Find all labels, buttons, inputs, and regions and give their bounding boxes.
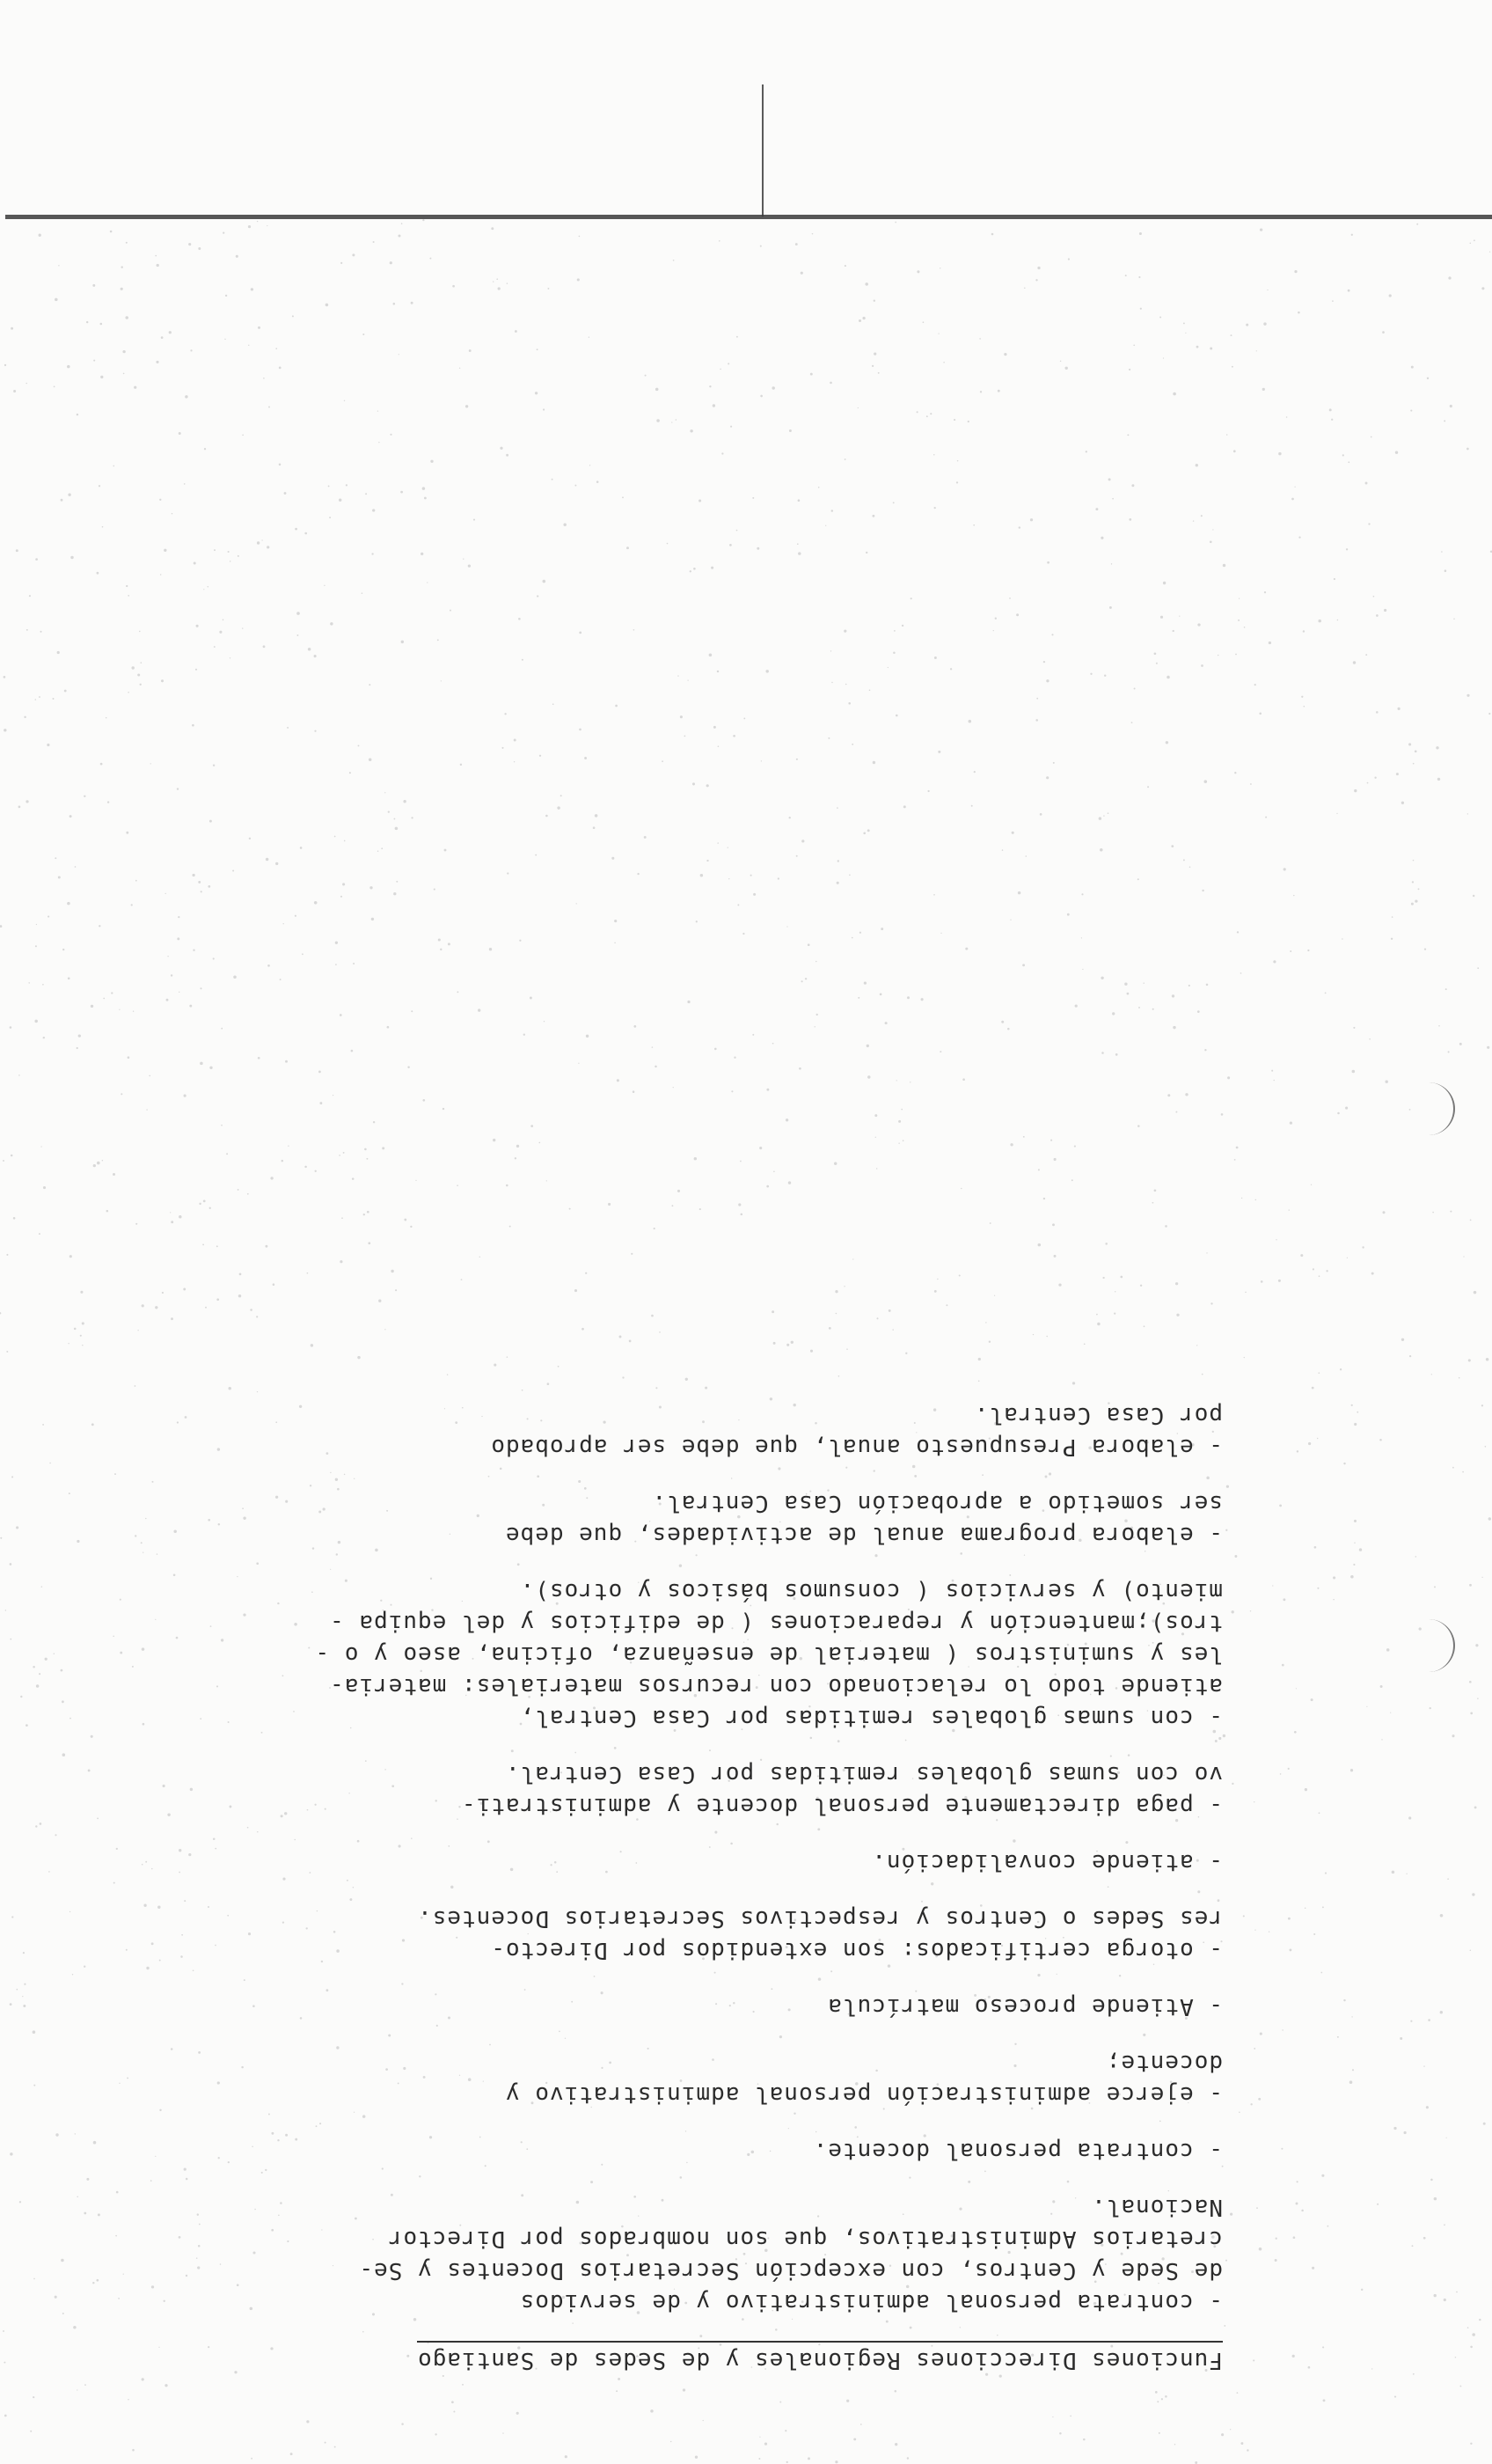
function-item <box>238 1399 1223 1463</box>
document-heading: Funciones Direcciones Regionales y de Sedes de Santiago <box>417 2341 1223 2376</box>
top-edge-rule <box>5 215 1492 219</box>
function-item-line: tros);mantención y reparaciones ( de edificios y del equipa - <box>329 1610 1223 1636</box>
function-item-line: por Casa Central. <box>973 1402 1223 1428</box>
function-item-line: - Atiende proceso matrícula <box>827 1993 1223 2020</box>
function-item <box>238 2047 1223 2110</box>
function-item-line: - ejerce administración personal administrativo y <box>504 2081 1223 2108</box>
function-item-line: - paga directamente personal docente y administrati- <box>461 1793 1223 1819</box>
function-item <box>238 1575 1223 1734</box>
function-item <box>238 1758 1223 1822</box>
function-item-line: vo con sumas globales remitidas por Casa Central. <box>504 1761 1223 1787</box>
function-item-line: Nacional. <box>1091 2194 1223 2220</box>
function-item-line: res Sedes o Centros y respectivos Secretarios Docentes. <box>417 1905 1223 1932</box>
function-item-line: les y suministros ( material de enseñanza, oficina, aseo y o - <box>314 1641 1223 1668</box>
function-item-line: - contrata personal administrativo y de servidos <box>519 2289 1223 2315</box>
function-item-line: de Sede y Centros, con excepción Secretarios Docentes y Se- <box>358 2257 1223 2284</box>
function-item <box>238 2135 1223 2167</box>
function-item-line: docente; <box>1105 2050 1223 2076</box>
function-item <box>238 1903 1223 1966</box>
function-item-line: - otorga certificados: son extendidos por Directo- <box>490 1937 1223 1963</box>
function-item-line: - elabora programa anual de actividades, que debe <box>504 1522 1223 1548</box>
function-item-line: - contrata personal docente. <box>812 2138 1223 2164</box>
function-item <box>238 1846 1223 1878</box>
document-body-rotated <box>238 1373 1223 2376</box>
function-item <box>238 1991 1223 2022</box>
function-item-line: ser sometido a aprobación Casa Central. <box>651 1490 1223 1516</box>
function-item <box>238 1487 1223 1551</box>
function-item-line: atiende todo lo relacionado con recursos materiales: materia- <box>329 1673 1223 1699</box>
function-item-line: - elabora Presupuesto anual, que debe ser aprobado <box>490 1434 1223 1460</box>
function-item-line: - atiende convalidación. <box>871 1849 1223 1875</box>
fold-tick-mark <box>762 84 764 216</box>
function-item-line: cretarios Administrativos, que son nombrados por Director <box>387 2226 1223 2252</box>
function-item <box>238 2191 1223 2318</box>
function-item-line: miento) y servicios ( consumos básicos y otros). <box>519 1578 1223 1604</box>
punch-hole-mark <box>1418 1619 1455 1672</box>
function-list <box>238 1399 1223 2318</box>
function-item-line: - con sumas globales remitidas por Casa Central, <box>519 1705 1223 1731</box>
punch-hole-mark <box>1418 1082 1455 1135</box>
